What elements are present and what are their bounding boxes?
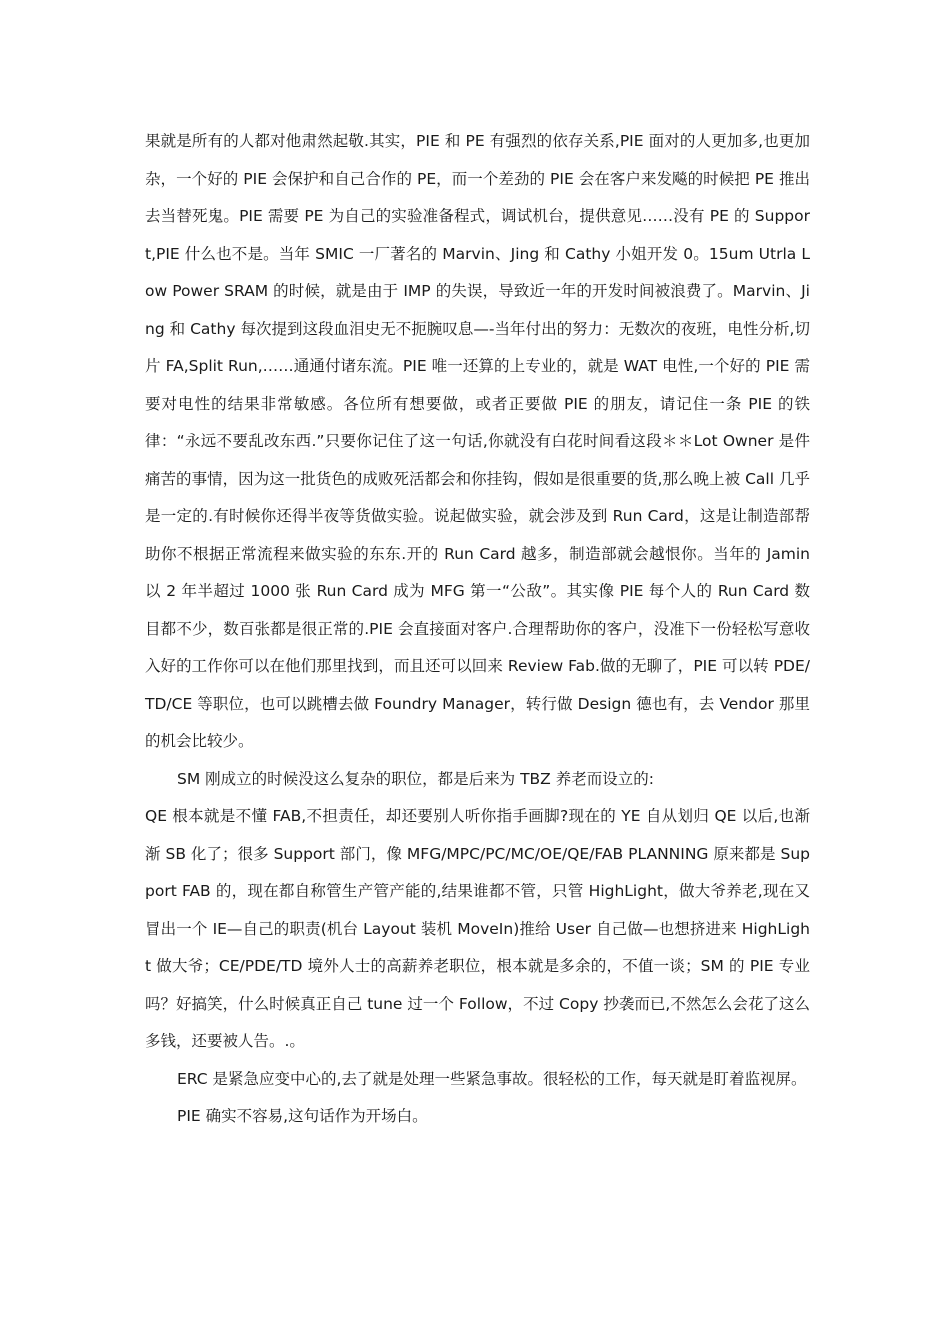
paragraph-pie-closing: PIE 确实不容易,这句话作为开场白。 [177,1107,428,1125]
paragraph-erc: ERC 是紧急应变中心的,去了就是处理一些紧急事故。很轻松的工作，每天就是盯着监视屏。 [177,1069,807,1088]
paragraph-sm-positions-intro: SM 刚成立的时候没这么复杂的职位，都是后来为 TBZ 养老而设立的: [177,769,654,788]
paragraph-pie-pe-relationship: 果就是所有的人都对他肃然起敬.其实，PIE 和 PE 有强烈的依存关系,PIE 面对的人更加多,也更加杂，一个好的 PIE 会保护和自己合作的 PE，而一个差劲的 PIE 会在客户来发飚的时候把 PE 推出去当替死鬼。PIE 需要 PE 为自己的实验准备程式，调试机台，提供意见……没有 PE 的 Support,PIE 什么也不是。当年 SMIC 一厂著名的 Marvin、Jing 和 Cathy 小姐开发 0。15um Utrla Low Power SRAM 的时候，就是由于 IMP 的失误，导致近一年的开发时间被浪费了。Marvin、Jing 和 Cathy 每次提到这段血泪史无不扼腕叹息—-当年付出的努力：无数次的夜班，电性分析,切片 FA,Split Run,……通通付诸东流。PIE 唯一还算的上专业的，就是 WAT 电性,一个好的 PIE 需要对电性的结果非常敏感。各位所有想要做，或者正要做 PIE 的朋友，请记住一条 PIE 的铁律：“永远不要乱改东西.”只要你记住了这一句话,你就没有白花时间看这段＊＊Lot Owner 是件痛苦的事情，因为这一批货色的成败死活都会和你挂钩，假如是很重要的货,那么晚上被 Call 几乎是一定的.有时候你还得半夜等货做实验。说起做实验，就会涉及到 Run Card，这是让制造部帮助你不根据正常流程来做实验的东东.开的 Run Card 越多，制造部就会越恨你。当年的 Jamin 以 2 年半超过 1000 张 Run Card 成为 MFG 第一“公敌”。其实像 PIE 每个人的 Run Card 数目都不少，数百张都是很正常的.PIE 会直接面对客户.合理帮助你的客户，没准下一份轻松写意收入好的工作你可以在他们那里找到，而且还可以回来 Review Fab.做的无聊了，PIE 可以转 PDE/TD/CE 等职位，也可以跳槽去做 Foundry Manager，转行做 Design 德也有，去 Vendor 那里的机会比较少。 [145,132,810,750]
paragraph-qe-support-critique: QE 根本就是不懂 FAB,不担责任，却还要别人听你指手画脚?现在的 YE 自从划归 QE 以后,也渐渐 SB 化了；很多 Support 部门，像 MFG/MPC/PC/MC/OE/QE/FAB PLANNING 原来都是 Support FAB 的，现在都自称管生产管产能的,结果谁都不管，只管 HighLight，做大爷养老,现在又冒出一个 IE—自己的职责(机台 Layout 装机 MoveIn)推给 User 自己做—也想挤进来 HighLight 做大爷；CE/PDE/TD 境外人士的高薪养老职位，根本就是多余的，不值一谈；SM 的 PIE 专业吗？好搞笑，什么时候真正自己 tune 过一个 Follow，不过 Copy 抄袭而已,不然怎么会花了这么多钱，还要被人告。.。 [145,807,810,1050]
document-page [145,123,810,1136]
